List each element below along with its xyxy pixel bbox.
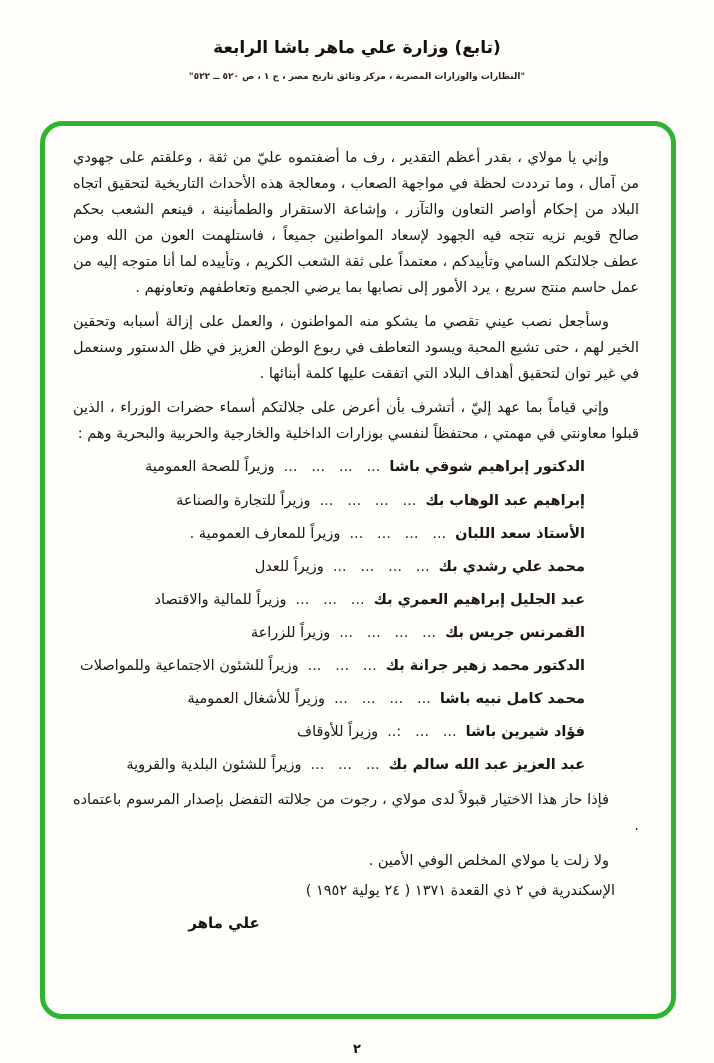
minister-name: فؤاد شيرين باشا [465, 723, 585, 740]
minister-name: إبراهيم عبد الوهاب بك [425, 492, 585, 509]
minister-title: وزيراً للمالية والاقتصاد [154, 591, 287, 608]
minister-row [73, 650, 585, 683]
ministers-list [73, 451, 639, 781]
minister-row [73, 551, 585, 584]
minister-title: وزيراً للشئون الاجتماعية وللمواصلات [80, 657, 299, 674]
minister-name: عبد الجليل إبراهيم العمري بك [373, 591, 585, 608]
minister-row [73, 451, 585, 484]
minister-name: الدكتور إبراهيم شوقي باشا [389, 459, 585, 476]
minister-title: وزيراً للصحة العمومية [145, 459, 275, 476]
minister-title: وزيراً للمعارف العمومية . [189, 525, 341, 542]
minister-name: الدكتور محمد زهير جرانة بك [385, 657, 585, 674]
page-number: ٢ [353, 1042, 361, 1057]
minister-name: محمد علي رشدي بك [438, 558, 585, 575]
document-header [0, 0, 714, 82]
minister-title: وزيراً للتجارة والصناعة [176, 492, 311, 509]
minister-title: وزيراً للعدل [254, 558, 324, 575]
dotted-leader: ... ... ... ... [283, 459, 381, 476]
minister-row [73, 485, 585, 518]
dotted-leader: ... ... :.. [387, 723, 457, 740]
minister-title: وزيراً للزراعة [250, 624, 331, 641]
source-citation: "النظارات والوزارات المصرية ، مركز وثائق تاريخ مصر ، ج ١ ، ص ٥٢٠ ــ ٥٢٢" [188, 72, 526, 82]
minister-row [73, 617, 585, 650]
minister-title: وزيراً للأشغال العمومية [187, 690, 326, 707]
page-footer [0, 1042, 714, 1057]
dotted-leader: ... ... ... [307, 657, 377, 674]
dotted-leader: ... ... ... ... [339, 624, 436, 641]
dotted-leader: ... ... ... ... [319, 492, 417, 509]
minister-row [73, 584, 585, 617]
paragraph-1: وإني يا مولاي ، بقدر أعظم التقدير ، رف ما أضفتموه عليّ من ثقة ، وعلقتم على جهودي من آمال ، وما ترددت لحظة في مواجهة الصعاب ، ومعالجة هذه الأحداث التاريخية لتحقيق اتجاه البلاد من إحكام أواصر التعاون والتآزر ، وإشاعة الاستقرار والطمأنينة ، فينعم الشعب بحكم صالح قويم نزيه تتجه فيه الجهود لإسعاد المواطنين جميعاً ، فاستلهمت العون من الله ومن عطف جلالتكم السامي وتأييدكم ، معتمداً على ثقة الشعب الكريم ، وتأييده لما أنا متوجه إليه من عمل حاسم منتج سريع ، يرد الأمور إلى نصابها بما يرضي الجميع وتعاطفهم وتعاونهم . [73, 150, 639, 296]
dotted-leader: ... ... ... ... [334, 690, 431, 707]
dotted-leader: ... ... ... ... [349, 525, 447, 542]
minister-name: القمرنس جريس بك [445, 624, 585, 641]
minister-row [73, 683, 585, 716]
minister-name: عبد العزيز عبد الله سالم بك [388, 756, 585, 773]
minister-row [73, 749, 585, 782]
minister-title: وزيراً للشئون البلدية والقروية [126, 756, 302, 773]
dotted-leader: ... ... ... [310, 756, 380, 773]
closing-paragraph: فإذا حاز هذا الاختيار قبولاً لدى مولاي ، رجوت من جلالته التفضل بإصدار المرسوم باعتماده . [73, 791, 639, 834]
loyalty-line: ولا زلت يا مولاي المخلص الوفي الأمين . [368, 852, 609, 869]
minister-row [73, 518, 585, 551]
date-line: الإسكندرية في ٢ ذي القعدة ١٣٧١ ( ٢٤ يولية ١٩٥٢ ) [305, 882, 615, 899]
paragraph-3: وإني قياماً بما عهد إليّ ، أتشرف بأن أعرض على جلالتكم أسماء حضرات الوزراء ، الذين قبلوا معاونتي في مهمتي ، محتفظاً لنفسي بوزارات الداخلية والخارجية والحربية والبحرية وهم : [73, 399, 639, 442]
paragraph-2: وسأجعل نصب عيني تقصي ما يشكو منه المواطنون ، والعمل على إزالة أسبابه وتحقين الخير لهم ، حتى تشيع المحبة ويسود التعاطف في ربوع الوطن العزيز في ظل الدستور وسنعمل في غير توان لتحقيق أهداف البلاد التي اتفقت عليها كلمة أبنائها . [73, 313, 639, 382]
signature: علي ماهر [188, 914, 260, 933]
dotted-leader: ... ... ... [295, 591, 365, 608]
minister-name: محمد كامل نبيه باشا [439, 690, 585, 707]
page-title: (تابع) وزارة علي ماهر باشا الرابعة [213, 38, 501, 58]
minister-title: وزيراً للأوقاف [297, 723, 379, 740]
content-border [40, 121, 676, 1019]
dotted-leader: ... ... ... ... [332, 558, 430, 575]
minister-row [73, 716, 585, 749]
minister-name: الأستاذ سعد اللبان [455, 525, 585, 542]
